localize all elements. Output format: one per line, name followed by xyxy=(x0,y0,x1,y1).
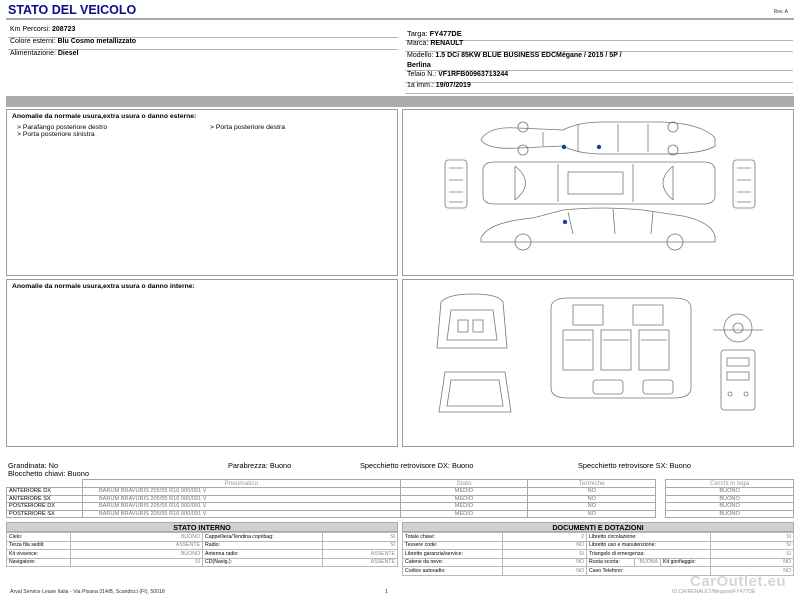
tyre-model: BARUM BRAVURIS 205/55 R16 000/091 V xyxy=(82,495,400,503)
documents-title: DOCUMENTI E DOTAZIONI xyxy=(402,522,794,532)
tyre-state: MEDIO xyxy=(400,488,528,496)
tyre-position: POSTERIORE DX xyxy=(7,503,83,511)
internal-state-title: STATO INTERNO xyxy=(6,522,398,532)
field-label: CD(Navig.): xyxy=(203,558,323,567)
table-row xyxy=(403,558,794,567)
field-value: SI xyxy=(711,541,794,550)
state-col-header: Stato xyxy=(400,480,528,488)
tyre-state: MEDIO xyxy=(400,495,528,503)
field-value: SI xyxy=(503,550,587,559)
table-row xyxy=(7,510,794,518)
tyre-model: BARUM BRAVURIS 205/55 R16 000/091 V xyxy=(82,510,400,518)
fuel-label: Alimentazione: xyxy=(10,50,56,57)
tyre-winter: NO xyxy=(528,488,656,496)
km-label: Km Percorsi: xyxy=(10,26,51,33)
color-label: Colore esterni: xyxy=(10,38,56,45)
field-label: Triangolo di emergenza: xyxy=(587,550,711,559)
field-label: Codice autoradio: xyxy=(403,567,503,576)
field-label: Cielo: xyxy=(7,533,71,542)
mirror-sx-status: Specchietto retrovisore SX: Buono xyxy=(578,461,691,470)
tyre-winter: NO xyxy=(528,495,656,503)
tyre-alloy: BUONO xyxy=(666,510,794,518)
tyre-state: MEDIO xyxy=(400,503,528,511)
table-row xyxy=(7,533,398,542)
table-row xyxy=(403,533,794,542)
damage-item: > Parafango posteriore destro xyxy=(17,124,108,131)
tyre-position: ANTERIORE DX xyxy=(7,488,83,496)
internal-damage-title: Anomalie da normale usura,extra usura o danno interne: xyxy=(12,283,195,290)
field-label: Radio: xyxy=(203,541,323,550)
field-value: ASSENTE xyxy=(323,550,398,559)
tyre-alloy: BUONO xyxy=(666,488,794,496)
model-value-line2: Berlina xyxy=(407,62,431,69)
table-row xyxy=(7,541,398,550)
brand-value: RENAULT xyxy=(430,40,464,47)
field-label: Totale chiavi: xyxy=(403,533,503,542)
registration-label: 1a imm.: xyxy=(407,82,434,89)
field-label: Libretto garanzia/service: xyxy=(403,550,503,559)
exterior-diagram-panel xyxy=(402,109,794,276)
chassis-label: Telaio N.: xyxy=(407,71,437,78)
watermark-logo: CarOutlet.eu xyxy=(690,573,787,590)
key-lock-status: Blocchetto chiavi: Buono xyxy=(8,469,89,478)
field-label: Catene da neve: xyxy=(403,558,503,567)
fuel-value: Diesel xyxy=(57,50,79,57)
field-label: Ruota scorta: xyxy=(587,558,635,567)
table-row xyxy=(403,550,794,559)
field-label: Cappelliera/Tendina copribag: xyxy=(203,533,323,542)
color-row xyxy=(8,38,398,50)
km-row xyxy=(8,26,398,38)
tyre-state: MEDIO xyxy=(400,510,528,518)
field-label: Libretto uso e manutenzione: xyxy=(587,541,711,550)
brand-label: Marca: xyxy=(407,40,429,47)
field-value: NO xyxy=(503,567,587,576)
tyre-position: POSTERIORE SX xyxy=(7,510,83,518)
damage-item: > Porta posteriore destra xyxy=(210,124,285,131)
field-value: SI xyxy=(323,541,398,550)
field-value: 2 xyxy=(503,533,587,542)
damage-markers xyxy=(403,110,793,275)
field-value: NO xyxy=(503,541,587,550)
field-value: NO xyxy=(711,567,794,576)
model-value-line1: 1.5 DCi 85KW BLUE BUSINESS EDCMégane / 2015 / 5P / xyxy=(435,52,622,59)
page-title: STATO DEL VEICOLO xyxy=(8,3,137,17)
model-label: Modello: xyxy=(407,52,434,59)
field-label: Tessere code: xyxy=(403,541,503,550)
field-label: Kit gonfiaggio: xyxy=(661,558,711,567)
tyres-header xyxy=(7,480,794,488)
chassis-value: VF1RFB00963713244 xyxy=(438,71,509,78)
field-label: Terza fila sedili: xyxy=(7,541,71,550)
field-label: Navigatore: xyxy=(7,558,71,567)
tyre-winter: NO xyxy=(528,503,656,511)
tyre-alloy: BUONO xyxy=(666,495,794,503)
km-value: 208723 xyxy=(52,26,76,33)
table-row xyxy=(7,503,794,511)
table-row xyxy=(7,550,398,559)
winter-col-header: Termiche xyxy=(528,480,656,488)
model-row xyxy=(405,51,793,71)
internal-state-section xyxy=(6,522,398,567)
footer-reference: ID:CR/RENAULT/Megane/FY477DE xyxy=(672,589,756,595)
hail-status: Grandinata: No xyxy=(8,461,59,470)
footer-address: Arval Service Lease Italia - Via Pisana 314/B, Scandicci (FI), 50018 xyxy=(10,589,165,595)
alloy-col-header: Cerchi in lega xyxy=(666,480,794,488)
table-row xyxy=(403,541,794,550)
field-label: Kit vivavoce: xyxy=(7,550,71,559)
internal-damage-panel xyxy=(6,279,398,447)
damage-marker-rear-fender-right xyxy=(597,145,601,149)
tyres-table xyxy=(6,479,794,518)
field-value: BUONA xyxy=(635,558,661,567)
field-label: Libretto circolazione: xyxy=(587,533,711,542)
tyre-model: BARUM BRAVURIS 205/55 R16 000/091 V xyxy=(82,488,400,496)
field-value: SI xyxy=(323,533,398,542)
registration-row xyxy=(405,82,793,94)
table-row xyxy=(7,558,398,567)
car-interior-diagram xyxy=(403,280,793,446)
interior-diagram-panel xyxy=(402,279,794,447)
tyre-alloy: BUONO xyxy=(666,503,794,511)
footer-page-number: 1 xyxy=(385,589,388,595)
table-row xyxy=(7,488,794,496)
tyre-winter: NO xyxy=(528,510,656,518)
external-damage-panel xyxy=(6,109,398,276)
field-value: SI xyxy=(71,558,203,567)
field-value: ASSENTE xyxy=(323,558,398,567)
damage-marker-rear-door-left xyxy=(563,220,567,224)
documents-section xyxy=(402,522,794,576)
field-label: Antenna radio: xyxy=(203,550,323,559)
header-rule xyxy=(6,18,794,20)
mirror-dx-status: Specchietto retrovisore DX: Buono xyxy=(360,461,474,470)
tyre-col-header: Pneumatico xyxy=(82,480,400,488)
field-value: NO xyxy=(503,558,587,567)
field-label: Cavo Telefono: xyxy=(587,567,711,576)
damage-marker-rear-door-right xyxy=(562,145,566,149)
plate-value: FY477DE xyxy=(429,29,462,38)
internal-state-table xyxy=(6,532,398,567)
field-value: SI xyxy=(711,533,794,542)
revision-label: Rev. A xyxy=(773,9,788,15)
tyre-position: ANTERIORE SX xyxy=(7,495,83,503)
field-value: BUONO xyxy=(71,533,203,542)
external-damage-title: Anomalie da normale usura,extra usura o danno esterne: xyxy=(12,113,197,120)
table-row xyxy=(7,495,794,503)
documents-table xyxy=(402,532,794,576)
color-value: Blu Cosmo metallizzato xyxy=(57,38,137,45)
field-value: SI xyxy=(711,550,794,559)
fuel-row xyxy=(8,50,398,62)
damage-item: > Porta posteriore sinistra xyxy=(17,131,95,138)
section-divider xyxy=(6,96,794,107)
field-value: NO xyxy=(711,558,794,567)
registration-value: 19/07/2019 xyxy=(435,82,471,89)
field-value: BUONO xyxy=(71,550,203,559)
plate-label: Targa: xyxy=(407,29,428,38)
field-value: ASSENTE xyxy=(71,541,203,550)
windshield-status: Parabrezza: Buono xyxy=(228,461,292,470)
tyre-model: BARUM BRAVURIS 205/55 R16 000/091 V xyxy=(82,503,400,511)
